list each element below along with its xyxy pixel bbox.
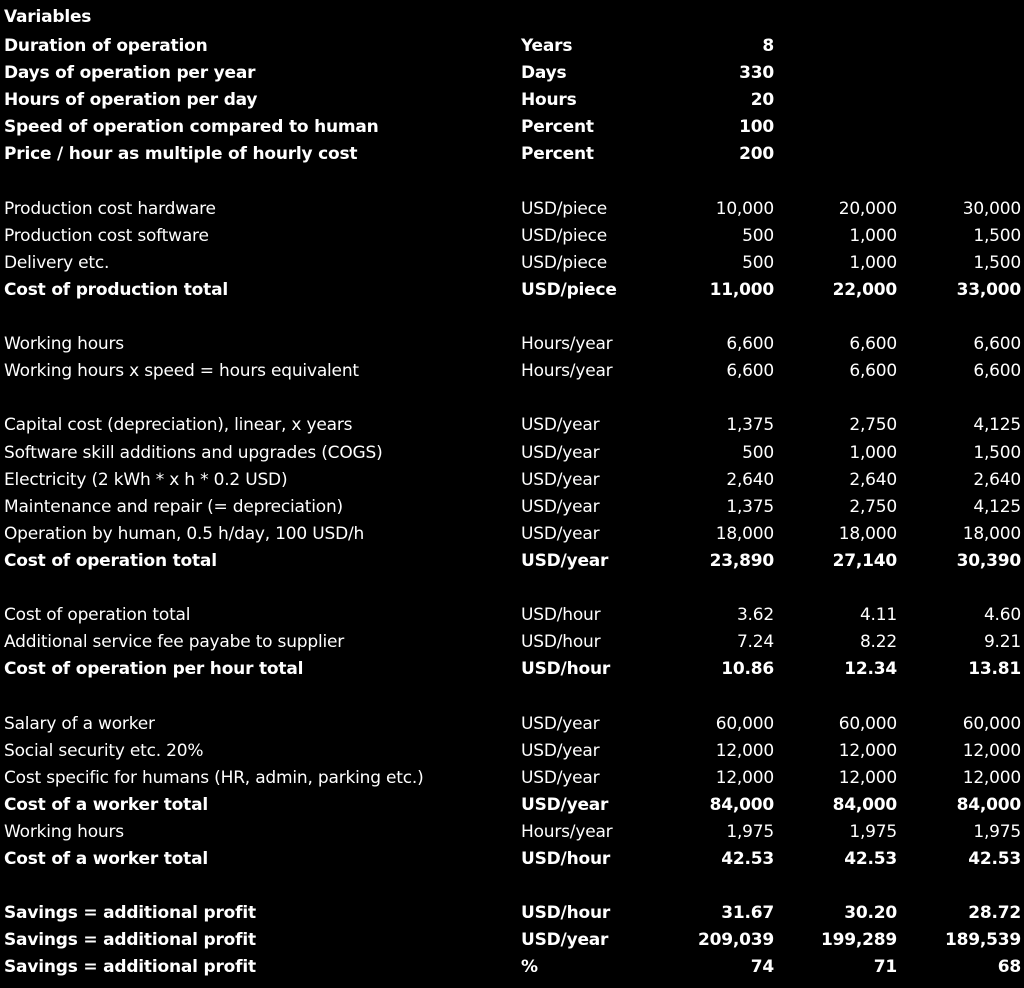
row-unit: USD/year	[521, 523, 600, 544]
row-unit: USD/hour	[521, 605, 601, 626]
row-label: Working hours	[4, 334, 124, 355]
row-value-2: 20,000	[838, 198, 897, 219]
row-value-1: 84,000	[709, 794, 774, 815]
row-value-2: 2,750	[849, 415, 897, 436]
row-value-1: 12,000	[715, 767, 774, 788]
row-value-3: 9.21	[983, 632, 1021, 653]
row-label: Capital cost (depreciation), linear, x years	[4, 415, 353, 436]
row-label: Duration of operation	[4, 36, 208, 56]
table-row	[0, 819, 1024, 846]
row-value-3: 1,500	[973, 225, 1021, 246]
row-value-3: 2,640	[973, 469, 1021, 490]
row-unit: USD/year	[521, 550, 609, 571]
row-value-1: 200	[739, 144, 774, 165]
row-value-1: 60,000	[715, 713, 774, 734]
row-value-3: 42.53	[968, 849, 1021, 869]
row-label: Production cost hardware	[4, 198, 216, 219]
table-row	[0, 521, 1024, 548]
row-value-3: 18,000	[962, 523, 1021, 544]
row-label: Savings = additional profit	[4, 930, 256, 951]
row-label: Savings = additional profit	[4, 957, 256, 978]
table-row	[0, 331, 1024, 358]
row-unit: USD/year	[521, 740, 600, 761]
row-value-3: 6,600	[973, 361, 1021, 382]
row-value-1: 7.24	[736, 632, 774, 653]
row-unit: Percent	[521, 144, 594, 165]
row-unit: USD/hour	[521, 632, 601, 653]
row-value-2: 12,000	[838, 767, 897, 788]
table-row	[0, 602, 1024, 629]
row-label: Cost of a worker total	[4, 849, 208, 869]
row-value-3: 189,539	[944, 930, 1021, 951]
row-unit: USD/piece	[521, 252, 608, 273]
row-value-3: 33,000	[956, 279, 1021, 300]
row-unit: USD/hour	[521, 849, 611, 869]
row-label: Cost of operation per hour total	[4, 659, 304, 680]
table-row	[0, 196, 1024, 223]
row-unit: USD/hour	[521, 903, 611, 924]
row-value-2: 2,750	[849, 496, 897, 517]
row-label: Electricity (2 kWh * x h * 0.2 USD)	[4, 469, 288, 490]
row-label: Cost specific for humans (HR, admin, parking etc.)	[4, 767, 424, 788]
table-row	[0, 548, 1024, 575]
row-label: Maintenance and repair (= depreciation)	[4, 496, 343, 517]
row-value-3: 84,000	[956, 794, 1021, 815]
row-value-2: 4.11	[859, 605, 897, 626]
row-value-1: 10,000	[715, 198, 774, 219]
row-label: Software skill additions and upgrades (COGS)	[4, 442, 383, 463]
row-value-2: 12,000	[838, 740, 897, 761]
table-row	[0, 250, 1024, 277]
row-unit: USD/year	[521, 930, 609, 951]
row-value-1: 74	[750, 957, 774, 978]
row-value-2: 2,640	[849, 469, 897, 490]
row-value-1: 1,975	[726, 821, 774, 842]
table-row	[0, 494, 1024, 521]
row-value-3: 12,000	[962, 740, 1021, 761]
row-label: Cost of production total	[4, 279, 228, 300]
row-value-2: 60,000	[838, 713, 897, 734]
row-unit: Hours/year	[521, 821, 613, 842]
row-value-2: 12.34	[844, 659, 897, 680]
row-value-1: 100	[739, 117, 774, 138]
row-value-2: 199,289	[820, 930, 897, 951]
row-value-3: 12,000	[962, 767, 1021, 788]
row-label: Cost of operation total	[4, 550, 217, 571]
row-unit: Hours	[521, 90, 577, 111]
row-value-2: 42.53	[844, 849, 897, 869]
row-value-1: 1,375	[726, 496, 774, 517]
table-row	[0, 792, 1024, 819]
table-row	[0, 927, 1024, 954]
row-label: Salary of a worker	[4, 713, 155, 734]
row-label: Days of operation per year	[4, 63, 256, 84]
row-label: Speed of operation compared to human	[4, 117, 379, 138]
table-row	[0, 765, 1024, 792]
row-unit: USD/year	[521, 415, 600, 436]
table-row	[0, 114, 1024, 141]
row-label: Delivery etc.	[4, 252, 110, 273]
row-value-1: 209,039	[697, 930, 774, 951]
row-value-1: 18,000	[715, 523, 774, 544]
row-value-1: 12,000	[715, 740, 774, 761]
row-value-1: 8	[762, 36, 774, 56]
row-value-3: 60,000	[962, 713, 1021, 734]
row-unit: USD/year	[521, 794, 609, 815]
table-row	[0, 467, 1024, 494]
sheet-title: Variables	[4, 7, 92, 27]
row-value-1: 330	[739, 63, 774, 84]
row-value-1: 11,000	[709, 279, 774, 300]
row-unit: Days	[521, 63, 567, 84]
row-unit: USD/year	[521, 767, 600, 788]
row-unit: Hours/year	[521, 361, 613, 382]
table-row	[0, 33, 1024, 60]
row-unit: USD/hour	[521, 659, 611, 680]
row-unit: USD/year	[521, 496, 600, 517]
row-value-2: 27,140	[832, 550, 897, 571]
row-value-2: 1,975	[849, 821, 897, 842]
table-row	[0, 954, 1024, 981]
row-value-1: 10.86	[721, 659, 774, 680]
table-row	[0, 711, 1024, 738]
row-value-3: 1,500	[973, 442, 1021, 463]
row-value-3: 1,975	[973, 821, 1021, 842]
table-row	[0, 60, 1024, 87]
row-value-1: 3.62	[736, 605, 774, 626]
row-label: Working hours	[4, 821, 124, 842]
row-label: Cost of a worker total	[4, 794, 208, 815]
row-value-3: 30,000	[962, 198, 1021, 219]
row-value-2: 71	[873, 957, 897, 978]
row-unit: USD/piece	[521, 279, 617, 300]
row-label: Price / hour as multiple of hourly cost	[4, 144, 358, 165]
row-unit: Hours/year	[521, 334, 613, 355]
row-unit: USD/piece	[521, 198, 608, 219]
row-unit: Percent	[521, 117, 594, 138]
row-value-1: 1,375	[726, 415, 774, 436]
row-value-3: 30,390	[956, 550, 1021, 571]
row-label: Cost of operation total	[4, 605, 191, 626]
table-row	[0, 277, 1024, 304]
row-label: Additional service fee payabe to supplier	[4, 632, 345, 653]
row-unit: USD/piece	[521, 225, 608, 246]
row-label: Savings = additional profit	[4, 903, 256, 924]
row-value-2: 6,600	[849, 361, 897, 382]
row-value-2: 1,000	[849, 252, 897, 273]
row-unit: %	[521, 957, 538, 978]
row-value-3: 13.81	[968, 659, 1021, 680]
row-value-2: 18,000	[838, 523, 897, 544]
row-value-2: 8.22	[859, 632, 897, 653]
row-value-1: 500	[742, 442, 774, 463]
row-unit: USD/year	[521, 713, 600, 734]
row-value-2: 84,000	[832, 794, 897, 815]
row-value-3: 68	[997, 957, 1021, 978]
row-value-3: 4.60	[983, 605, 1021, 626]
row-value-3: 1,500	[973, 252, 1021, 273]
row-value-1: 20	[750, 90, 774, 111]
table-row	[0, 738, 1024, 765]
row-label: Social security etc. 20%	[4, 740, 204, 761]
row-label: Operation by human, 0.5 h/day, 100 USD/h	[4, 523, 365, 544]
row-value-3: 4,125	[973, 415, 1021, 436]
row-value-1: 6,600	[726, 361, 774, 382]
row-value-3: 4,125	[973, 496, 1021, 517]
row-label: Production cost software	[4, 225, 209, 246]
table-row	[0, 223, 1024, 250]
table-row	[0, 412, 1024, 439]
table-row	[0, 141, 1024, 168]
row-value-2: 1,000	[849, 225, 897, 246]
table-row	[0, 87, 1024, 114]
table-row	[0, 846, 1024, 873]
table-row	[0, 900, 1024, 927]
row-value-2: 22,000	[832, 279, 897, 300]
row-unit: Years	[521, 36, 573, 56]
row-value-3: 6,600	[973, 334, 1021, 355]
table-row	[0, 358, 1024, 385]
row-value-2: 6,600	[849, 334, 897, 355]
row-value-1: 6,600	[726, 334, 774, 355]
row-value-1: 500	[742, 225, 774, 246]
row-value-1: 500	[742, 252, 774, 273]
row-label: Hours of operation per day	[4, 90, 258, 111]
table-row	[0, 629, 1024, 656]
table-row	[0, 656, 1024, 683]
row-value-1: 23,890	[709, 550, 774, 571]
table-row	[0, 440, 1024, 467]
sheet-title-row	[0, 4, 1024, 31]
row-unit: USD/year	[521, 469, 600, 490]
row-value-3: 28.72	[968, 903, 1021, 924]
row-value-1: 2,640	[726, 469, 774, 490]
row-value-2: 1,000	[849, 442, 897, 463]
row-value-2: 30.20	[844, 903, 897, 924]
row-value-1: 42.53	[721, 849, 774, 869]
row-unit: USD/year	[521, 442, 600, 463]
row-value-1: 31.67	[721, 903, 774, 924]
row-label: Working hours x speed = hours equivalent	[4, 361, 359, 382]
